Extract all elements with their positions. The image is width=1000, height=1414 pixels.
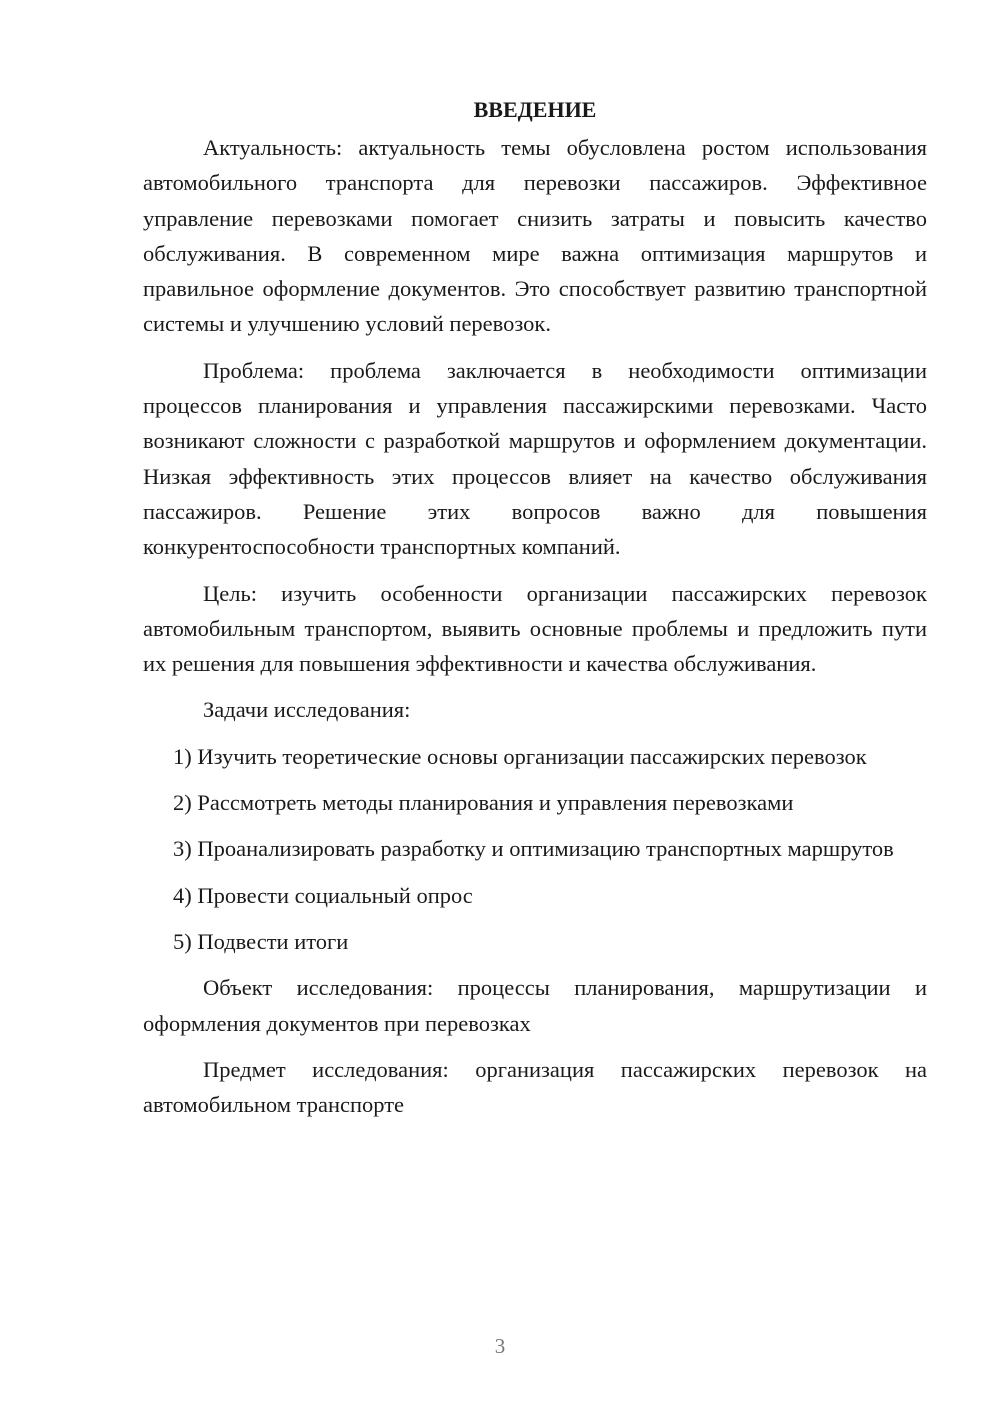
- tasks-heading: Задачи исследования:: [203, 697, 411, 723]
- page-title: ВВЕДЕНИЕ: [473, 97, 597, 122]
- task-item-5: 5) Подвести итоги: [173, 928, 349, 954]
- task-item-2: 2) Рассмотреть методы планирования и управления перевозками: [173, 790, 794, 816]
- paragraph-goal: Цель: изучить особенности организации пассажирских перевозок автомобильным транспортом, выявить основные проблемы и предложить пути их решения для повышения эффективности и качества обслуживания.: [143, 580, 927, 677]
- document-page: [143, 92, 927, 1133]
- task-item-3: 3) Проанализировать разработку и оптимизацию транспортных маршрутов: [173, 836, 894, 862]
- page-number: 3: [494, 1334, 506, 1358]
- paragraph-problem: Проблема: проблема заключается в необходимости оптимизации процессов планирования и управления пассажирскими перевозками. Часто возникают сложности с разработкой маршрутов и оформлением документации. Низкая эффективность этих процессов влияет на качество обслуживания пассажиров. Решение этих вопросов важно для повышения конкурентоспособности транспортных компаний.: [143, 357, 927, 560]
- paragraph-relevance: Актуальность: актуальность темы обусловлена ростом использования автомобильного транспорта для перевозки пассажиров. Эффективное управление перевозками помогает снизить затраты и повысить качество обслуживания. В современном мире важна оптимизация маршрутов и правильное оформление документов. Это способствует развитию транспортной системы и улучшению условий перевозок.: [143, 135, 927, 337]
- paragraph-object: Объект исследования: процессы планирования, маршрутизации и оформления документов при перевозках: [143, 975, 927, 1036]
- task-item-4: 4) Провести социальный опрос: [173, 882, 473, 908]
- task-item-1: 1) Изучить теоретические основы организации пассажирских перевозок: [173, 743, 867, 769]
- paragraph-subject: Предмет исследования: организация пассажирских перевозок на автомобильном транспорте: [143, 1056, 927, 1118]
